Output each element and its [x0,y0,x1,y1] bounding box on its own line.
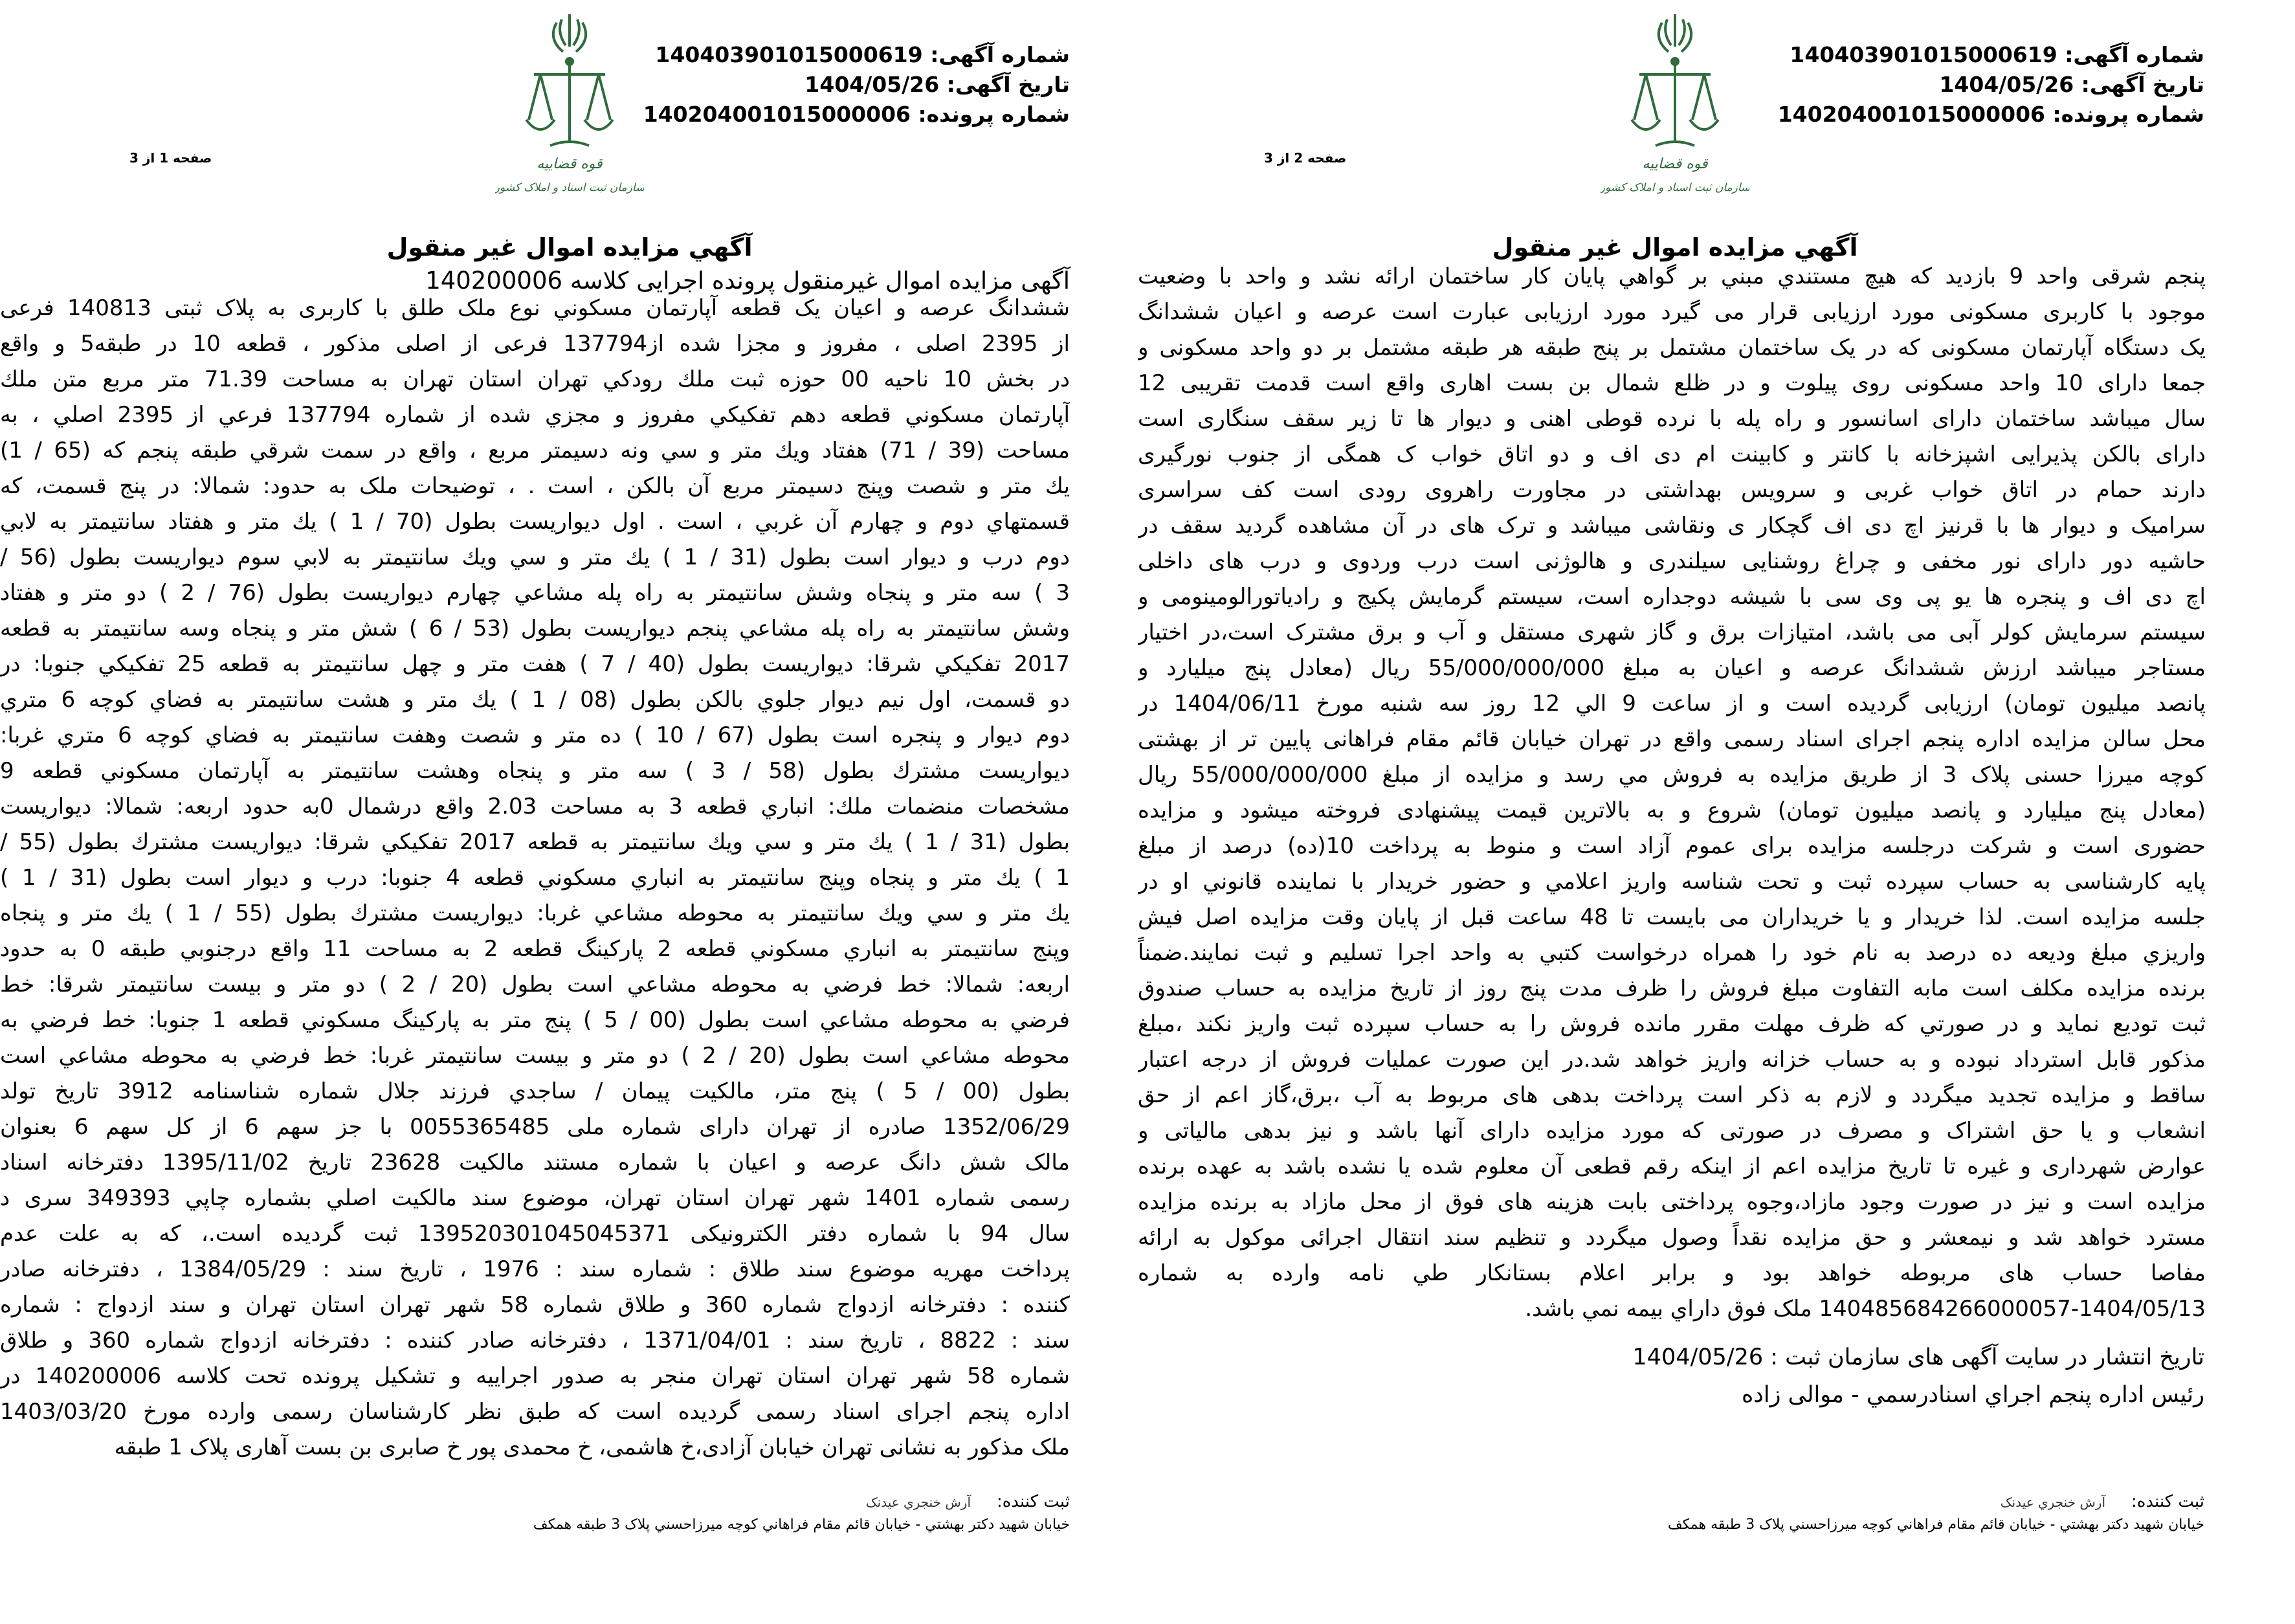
body-line: کوچه میرزا حسنی پلاک 3 از طریق مزایده به فروش مي رسد و مزایده از مبلغ 55/000/000/000 ریال [1138,762,2206,788]
body-line: سال میباشد ساختمان دارای اسانسور و راه پله با نرده قوطی اهنی و دیوار ها تا زیر سقف سنگاری است [1138,406,2206,432]
body-line: مستاجر میباشد ارزش ششدانگ عرصه و اعیان به مبلغ 55/000/000/000 ریال (معادل پنج میلیارد و [1138,655,2206,681]
body-line: مذکور قابل استرداد نبوده و به حساب خزانه واریز خواهد شد.در این صورت عملیات فروش از درجه اعتبار [1138,1047,2206,1073]
body-line: پرداخت مهریه موضوع سند طلاق : شماره سند : 1976 ، تاریخ سند : 1384/05/29 ، دفترخانه صادر [0,1256,1070,1282]
body-line: 2017 تفكيكي شرقا: ديواريست بطول (40 / 7 ) هفت متر و چهل سانتيمتر به قطعه 25 تفكيكي جنوبا: در [0,651,1070,677]
judiciary-logo-icon [495,6,644,201]
body-line: 140485684266000057-1404/05/13 ملک فوق داراي بیمه نمي باشد. [1525,1296,2206,1322]
body-line: بطول (00 / 5 ) پنج متر، مالكيت پيمان / ساجدي فرزند جلال شماره شناسنامه 3912 تاریخ تولد [0,1078,1070,1104]
page-title: آگهي مزایده اموال غیر منقول [386,233,753,261]
registrar-label: ثبت کننده: [997,1492,1070,1511]
body-line: حضوری است و شرکت درجلسه مزایده برای عموم آزاد است و منوط به پرداخت 10(ده) درصد از مبلغ [1138,833,2206,859]
footer [533,1492,1070,1533]
body-line: ملک مذکور به نشانی تهران خیابان آزادی،خ هاشمی، خ محمدی پور خ صابری بن بست آهاری پلاک 1 طبقه [114,1434,1070,1460]
judiciary-logo-icon [1601,6,1749,201]
body-line: اچ دی اف و پنجره ها یو پی وی سی با شیشه دوجداره است، سیستم گرمایش پکیج و رادیاتورالومینومی و [1138,584,2206,610]
body-line: پایه کارشناسی به حساب سپرده ثبت و تحت شناسه واریز اعلامي و حضور خریدار با نماینده قانوني او در [1138,869,2206,895]
body-line: موجود با کاربری مسکونی مورد ارزیابی قرار می گیرد مورد ارزیابی عبارت است عرصه و اعیان ششدانگ [1138,299,2206,325]
body-line: سند : 8822 ، تاریخ سند : 1371/04/01 ، دفترخانه صادر کننده : دفترخانه ازدواج شماره 360 و طلاق [0,1328,1070,1353]
registrar-name: آرش خنجري عیدنک [865,1495,971,1510]
body-line: دوم درب و ديوار است بطول (31 / 1 ) يك متر و سي ويك سانتيمتر به لابي سوم ديواريست بطول (56 / [0,544,1070,570]
body-line: سیستم سرمایش کولر آبی می باشد، امتیازات برق و گاز شهری مستقل و آب و برق مشترک است،در اختیار [1138,619,2206,645]
body-line: سرامیک و دیوار ها با قرنیز اچ دی اف گچکار ی ونقاشی میباشد و ترک های در آن مشاهده گردید سقف در [1138,513,2206,539]
body-line: دو قسمت، اول نيم ديوار جلوي بالكن بطول (08 / 1 ) يك متر و هشت سانتيمتر به فضاي كوچه 6 متري [0,687,1070,713]
body-line: 1352/06/29 صادره از تهران دارای شماره ملی 0055365485 با جز سهم 6 از کل سهم 6 بعنوان [0,1114,1070,1140]
ad-body [0,291,1070,1465]
body-line: انشعاب و یا حق اشتراک و مصرف در صورتی که مورد مزایده دارای آنها باشد و نیز بدهی مالیاتی و [1138,1118,2206,1144]
ad-info [643,40,1070,129]
office-address: خیابان شهید دکتر بهشتي - خیابان قائم مقام فراهاني کوچه میرزاحسني پلاک 3 طبقه همکف [533,1517,1070,1533]
ad-number: شماره آگهی: 140403901015000619 [1790,42,2204,67]
footer [1668,1492,2204,1533]
body-line: ديواريست مشترك بطول (58 / 3 ) سه متر و پنجاه وهشت سانتيمتر به آپارتمان مسكوني قطعه 9 [0,758,1070,784]
body-line: جمعا دارای 10 واحد مسکونی روی پیلوت و در ظلع شمال بن بست اهاری واقع است قدمت تقریبی 12 [1138,370,2206,396]
body-line: حاشیه دور دارای نور مخفی و چراغ روشنایی سیلندری و هالوژنی است درب وردوی و درب های داخلی [1138,548,2206,574]
body-line: اربعه: شمالا: خط فرضي به محوطه مشاعي است بطول (20 / 2 ) دو متر و بيست سانتيمتر شرقا: خط [0,972,1070,997]
ad-body [1138,259,2206,1327]
body-line: 3 ) سه متر و پنجاه وشش سانتيمتر به راه پله مشاعي چهارم ديواريست بطول (76 / 2 ) دو متر و هفتاد [0,580,1070,606]
body-line: مالک شش دانگ عرصه و اعیان با شماره مستند مالکیت 23628 تاریخ 1395/11/02 دفترخانه اسناد [0,1150,1070,1175]
office-address: خیابان شهید دکتر بهشتي - خیابان قائم مقام فراهاني کوچه میرزاحسني پلاک 3 طبقه همکف [1667,1517,2204,1533]
ad-info [1778,40,2204,129]
body-line: دارند حمام در اتاق خواب غربی و سرویس بهداشتی در مجاورت راهروی رودی است کف سراسری [1138,477,2206,503]
ad-number: شماره آگهی: 140403901015000619 [655,42,1070,67]
body-line: عوارض شهرداری و غیره تا تاریخ مزایده اعم از اینکه رقم قطعی آن معلوم شده یا نشده باشد به عهده برنده [1138,1153,2206,1179]
body-line: بطول (31 / 1 ) يك متر و سي ويك سانتيمتر به قطعه 2017 تفكيكي شرقا: ديواريست مشترك بطول (55 / [0,829,1070,855]
page-number: صفحه 2 از 3 [1264,150,1347,166]
body-line: پانصد میلیون تومان) ارزیابی گردیده است و از ساعت 9 الي 12 روز سه شنبه مورخ 1404/06/11 در [1138,691,2206,717]
body-line: محوطه مشاعي است بطول (20 / 2 ) دو متر و بيست سانتيمتر غربا: خط فرضي به محوطه مشاعي است [0,1043,1070,1069]
body-line: ساقط و مزایده تجدید میگردد و لازم به ذکر است پرداخت بدهی های مربوط به آب ،برق،گاز اعم از حق [1138,1082,2206,1108]
body-line: وشش سانتيمتر به راه پله مشاعي پنجم ديواريست بطول (53 / 6 ) شش متر و پنجاه وسه سانتيمتر به قطعه [0,616,1070,641]
body-line: یک دستگاه آپارتمان مسکونی که در یک ساختمان مشتمل بر پنج طبقه هر طبقه مشتمل بر دو واحد مسکونی و [1138,335,2206,361]
body-line: مزایده است و نیز در صورت وجود مازاد،وجوه پرداختی بابت هزینه های فوق از محل مازاد به برنده مزایده [1138,1189,2206,1215]
body-line: مساحت (39 / 71) هفتاد ویك متر و سي ونه دسيمتر مربع ، واقع در سمت شرقي طبقه پنجم كه (65 / 1) [0,438,1070,463]
body-line: شماره 58 شهر تهران استان تهران منجر به صدور اجراییه و تشکیل پرونده تحت کلاسه 140200006 در [0,1363,1070,1389]
body-line: قسمتهاي دوم و چهارم آن غربي ، است . اول ديواريست بطول (70 / 1 ) يك متر و هفتاد سانتيمتر به لابي [0,509,1070,535]
body-line: يك متر و شصت وپنج دسيمتر مربع آن بالكن ، است . ، توضيحات ملک به حدود: شمالا: در پنج قسمت، كه [0,473,1070,499]
ad-date: تاریخ آگهی: 1404/05/26 [804,72,1070,97]
publish-date: تاریخ انتشار در سایت آگهی های سازمان ثبت : 1404/05/26 [1632,1344,2204,1370]
body-line: در بخش 10 ناحیه 00 حوزه ثبت ملك رودكي تهران استان تهران به مساحت 71.39 متر مربع متن ملك [0,366,1070,392]
body-line: (معادل پنج میلیارد و پانصد میلیون تومان) شروع و به بالاترین قیمت پیشنهادی فروخته میشود و مزایده [1138,797,2206,823]
body-line: ششدانگ عرصه و اعیان یک قطعه آپارتمان مسکوني نوع ملک طلق با کاربری به پلاک ثبتی 140813 فرعی [0,295,1070,321]
body-line: مشخصات منضمات ملك: انباري قطعه 3 به مساحت 2.03 واقع درشمال 0به حدود اربعه: شمالا: ديواريست [0,794,1070,819]
body-line: کننده : دفترخانه ازدواج شماره 360 و طلاق شماره 58 شهر تهران استان تهران و سند ازدواج : شماره [0,1292,1070,1318]
body-line: پنجم شرقی واحد 9 بازدید که هیچ مستندي مبني بر گواهي پایان کار ساختمان ارائه نشد و واحد با وضعیت [1138,263,2206,289]
body-line: مفاصا حساب های مربوطه خواهد بود و برابر اعلام بستانکار طي نامه وارده به شماره [1138,1260,2206,1286]
body-line: ثبت تودیع نماید و در صورتي که ظرف مهلت مقرر مانده فروش را به حساب سپرده ثبت واریز نکند ،مبلغ [1138,1011,2206,1037]
body-line: جلسه مزایده است. لذا خریدار و یا خریداران می بایست تا 48 ساعت قبل از پایان وقت مزایده اصل فیش [1138,904,2206,930]
page-subtitle: آگهی مزایده اموال غیرمنقول پرونده اجرایی کلاسه 140200006 [425,267,1070,295]
body-line: دوم ديوار و پنجره است بطول (67 / 10 ) ده متر و شصت وهفت سانتيمتر به فضاي كوچه 6 متري غربا: [0,722,1070,748]
body-line: محل سالن مزایده اداره پنجم اجرای اسناد رسمی واقع در تهران خیابان قائم مقام فراهانی پایین تر از بهشتی [1138,726,2206,752]
registrar-label: ثبت کننده: [2131,1492,2204,1511]
page-number: صفحه 1 از 3 [129,150,212,166]
case-number: شماره پرونده: 140204001015000006 [1777,102,2204,127]
signatory: رئیس اداره پنجم اجراي اسنادرسمي - موالی زاده [1741,1382,2204,1408]
ad-date: تاریخ آگهی: 1404/05/26 [1939,72,2204,97]
body-line: وپنج سانتيمتر به انباري مسكوني قطعه 2 پاركينگ قطعه 2 به مساحت 11 واقع درجنوبي طبقه 0 به حدود [0,936,1070,962]
body-line: از 2395 اصلی ، مفروز و مجزا شده از137794 فرعی از اصلی مذکور ، قطعه 10 در طبقه5 و واقع [0,331,1070,357]
case-number: شماره پرونده: 140204001015000006 [643,102,1070,127]
body-line: دارای بالکن پذیرایی اشپزخانه با کانتر و کابینت ام دی اف و دو اتاق خواب ک همگی از جنوب نورگیری [1138,441,2206,467]
body-line: فرضي به محوطه مشاعي است بطول (00 / 5 ) پنج متر به پاركينگ مسكوني قطعه 1 جنوبا: خط فرضي به [0,1007,1070,1033]
body-line: آپارتمان مسكوني قطعه دهم تفكيكي مفروز و مجزي شده از شماره 137794 فرعي از 2395 اصلي ، به [0,402,1070,428]
publish-info [1632,1339,2204,1414]
body-line: 1 ) يك متر و پنجاه وپنج سانتيمتر به انباري مسكوني قطعه 4 جنوبا: درب و ديوار است بطول (31 / 1 ) [0,865,1070,891]
body-line: اداره پنجم اجرای اسناد رسمی گردیده است که طبق نظر کارشناسان رسمی وارده مورخ 1403/03/20 [0,1399,1070,1425]
body-line: يك متر و سي ويك سانتيمتر به محوطه مشاعي غربا: ديواريست مشترك بطول (55 / 1 ) يك متر و پنجاه [0,900,1070,926]
body-line: برنده مزایده مکلف است مابه التفاوت مبلغ فروش را ظرف مدت پنج روز از تاریخ مزایده به حساب صندوق [1138,975,2206,1001]
body-line: رسمی شماره 1401 شهر تهران استان تهران، موضوع سند مالكيت اصلي بشماره چاپي 349393 سری د [0,1185,1070,1211]
body-line: واریزي مبلغ ودیعه ده درصد به نام خود را همراه درخواست کتبي به واحد اجرا تسلیم و ثبت نمایند.ضمناً [1138,940,2206,966]
body-line: مسترد خواهد شد و نیمعشر و حق مزایده نقداً وصول میگردد و تنظیم سند انتقال اجرائی موکول به ارائه [1138,1225,2206,1251]
registrar-name: آرش خنجري عیدنک [2000,1495,2106,1510]
page-2 [1138,0,2295,1624]
page-title: آگهي مزایده اموال غیر منقول [1492,233,1858,261]
body-line: سال 94 با شماره دفتر الكترونيكى 139520301045045371 ثبت گردیده است.، كه به علت عدم [0,1221,1070,1247]
